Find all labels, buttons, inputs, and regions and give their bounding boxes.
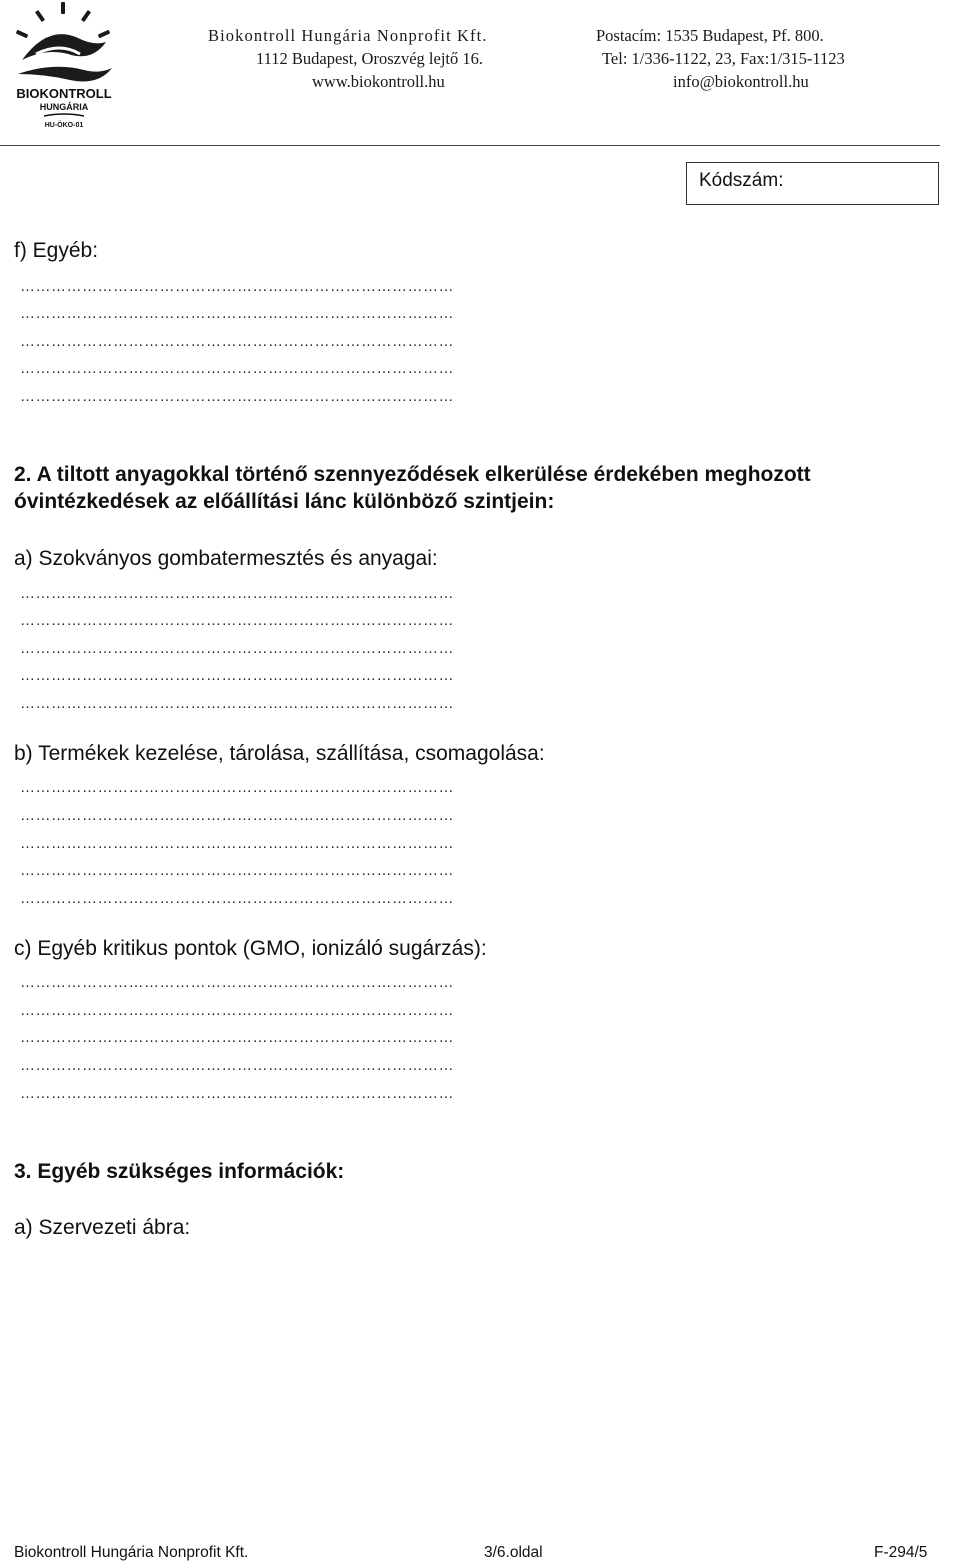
section-2a-label: a) Szokványos gombatermesztés és anyagai: xyxy=(14,547,438,570)
dotted-fill-line[interactable]: ………………………………………………………………………… xyxy=(20,586,454,601)
header-divider xyxy=(0,145,940,146)
dotted-fill-line[interactable]: ………………………………………………………………………… xyxy=(20,641,454,656)
dotted-fill-line[interactable]: ………………………………………………………………………… xyxy=(20,613,454,628)
section-2-title-line1: 2. A tiltott anyagokkal történő szennyeződések elkerülése érdekében meghozott xyxy=(14,463,811,486)
header-email[interactable]: info@biokontroll.hu xyxy=(673,72,809,91)
dotted-fill-line[interactable]: ………………………………………………………………………… xyxy=(20,891,454,906)
dotted-fill-line[interactable]: ………………………………………………………………………… xyxy=(20,696,454,711)
header-address: 1112 Budapest, Oroszvég lejtő 16. xyxy=(256,49,483,68)
dotted-fill-line[interactable]: ………………………………………………………………………… xyxy=(20,808,454,823)
dotted-fill-line[interactable]: ………………………………………………………………………… xyxy=(20,389,454,404)
dotted-fill-line[interactable]: ………………………………………………………………………… xyxy=(20,1058,454,1073)
dotted-fill-line[interactable]: ………………………………………………………………………… xyxy=(20,668,454,683)
header-company-name: Biokontroll Hungária Nonprofit Kft. xyxy=(208,26,488,45)
dotted-fill-line[interactable]: ………………………………………………………………………… xyxy=(20,334,454,349)
code-number-box[interactable] xyxy=(686,162,939,205)
section-3-title: 3. Egyéb szükséges információk: xyxy=(14,1160,345,1183)
footer-page-number: 3/6.oldal xyxy=(484,1544,543,1561)
dotted-fill-line[interactable]: ………………………………………………………………………… xyxy=(20,836,454,851)
section-3a-label: a) Szervezeti ábra: xyxy=(14,1216,191,1239)
section-2c-label: c) Egyéb kritikus pontok (GMO, ionizáló sugárzás): xyxy=(14,937,487,960)
biokontroll-logo xyxy=(8,2,120,130)
header-postal-address: Postacím: 1535 Budapest, Pf. 800. xyxy=(596,26,824,45)
section-2b-label: b) Termékek kezelése, tárolása, szállítása, csomagolása: xyxy=(14,742,545,765)
dotted-fill-line[interactable]: ………………………………………………………………………… xyxy=(20,863,454,878)
dotted-fill-line[interactable]: ………………………………………………………………………… xyxy=(20,279,454,294)
dotted-fill-line[interactable]: ………………………………………………………………………… xyxy=(20,1003,454,1018)
svg-text:HU-ÖKO-01: HU-ÖKO-01 xyxy=(44,122,84,129)
svg-text:HUNGÁRIA: HUNGÁRIA xyxy=(39,102,89,112)
dotted-fill-line[interactable]: ………………………………………………………………………… xyxy=(20,1030,454,1045)
dotted-fill-line[interactable]: ………………………………………………………………………… xyxy=(20,306,454,321)
header-website[interactable]: www.biokontroll.hu xyxy=(312,72,445,91)
footer-form-code: F-294/5 xyxy=(874,1544,928,1561)
section-2-title-line2: óvintézkedések az előállítási lánc különböző szintjein: xyxy=(14,490,555,513)
dotted-fill-line[interactable]: ………………………………………………………………………… xyxy=(20,1086,454,1101)
code-number-label: Kódszám: xyxy=(699,170,784,191)
footer-company: Biokontroll Hungária Nonprofit Kft. xyxy=(14,1544,249,1561)
dotted-fill-line[interactable]: ………………………………………………………………………… xyxy=(20,361,454,376)
svg-text:BIOKONTROLL: BIOKONTROLL xyxy=(16,86,112,101)
dotted-fill-line[interactable]: ………………………………………………………………………… xyxy=(20,975,454,990)
section-f-other-label: f) Egyéb: xyxy=(14,239,99,262)
header-phone-fax: Tel: 1/336-1122, 23, Fax:1/315-1123 xyxy=(602,49,845,68)
dotted-fill-line[interactable]: ………………………………………………………………………… xyxy=(20,780,454,795)
